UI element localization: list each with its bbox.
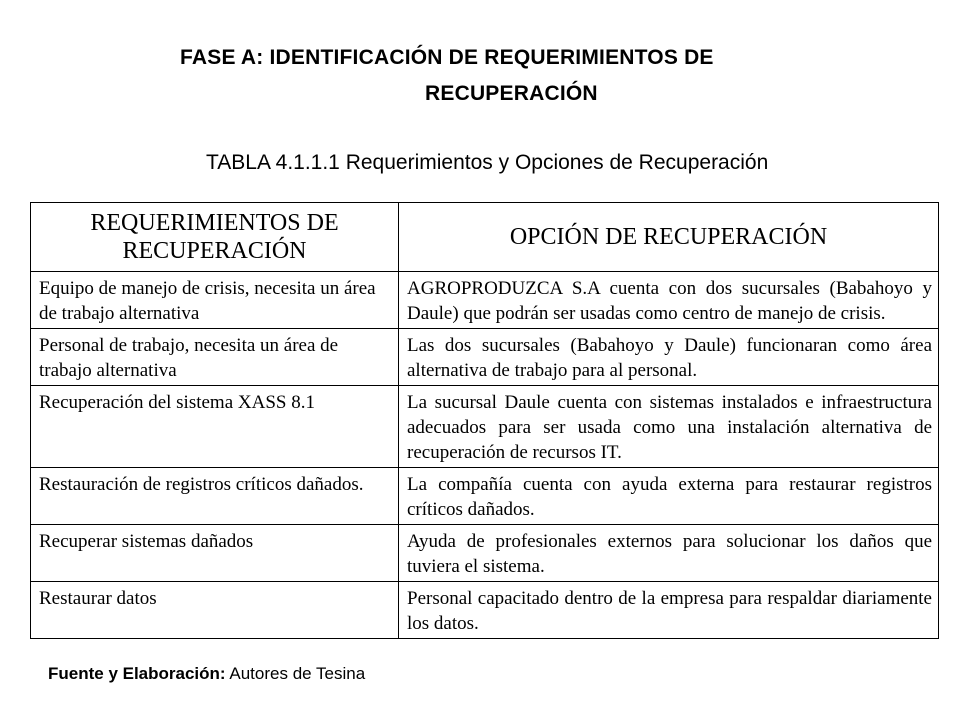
option-cell: Las dos sucursales (Babahoyo y Daule) funcionaran como área alternativa de trabajo para al personal. — [399, 329, 939, 386]
option-cell: Personal capacitado dentro de la empresa para respaldar diariamente los datos. — [399, 582, 939, 639]
source-value: Autores de Tesina — [229, 664, 366, 683]
slide-title-line-2: RECUPERACIÓN — [425, 82, 598, 105]
table-row — [31, 525, 939, 582]
requirement-cell: Restaurar datos — [31, 582, 399, 639]
table-row — [31, 582, 939, 639]
slide-title-line-1: FASE A: IDENTIFICACIÓN DE REQUERIMIENTOS DE — [180, 46, 714, 69]
option-cell: Ayuda de profesionales externos para solucionar los daños que tuviera el sistema. — [399, 525, 939, 582]
column-header-option: OPCIÓN DE RECUPERACIÓN — [399, 203, 939, 272]
source-label: Fuente y Elaboración: — [48, 664, 226, 683]
option-cell: La sucursal Daule cuenta con sistemas instalados e infraestructura adecuados para ser usada como una instalación alternativa de recuperación de recursos IT. — [399, 386, 939, 468]
requirement-cell: Recuperar sistemas dañados — [31, 525, 399, 582]
table-caption: TABLA 4.1.1.1 Requerimientos y Opciones de Recuperación — [206, 151, 769, 174]
table-row — [31, 386, 939, 468]
option-cell: La compañía cuenta con ayuda externa para restaurar registros críticos dañados. — [399, 468, 939, 525]
requirement-cell: Restauración de registros críticos dañados. — [31, 468, 399, 525]
recovery-requirements-table — [30, 202, 939, 639]
table-row — [31, 329, 939, 386]
table-header-row — [31, 203, 939, 272]
requirement-cell: Equipo de manejo de crisis, necesita un área de trabajo alternativa — [31, 272, 399, 329]
option-cell: AGROPRODUZCA S.A cuenta con dos sucursales (Babahoyo y Daule) que podrán ser usadas como centro de manejo de crisis. — [399, 272, 939, 329]
requirement-cell: Recuperación del sistema XASS 8.1 — [31, 386, 399, 468]
column-header-requirements: REQUERIMIENTOS DE RECUPERACIÓN — [31, 203, 399, 272]
source-note — [48, 664, 365, 684]
table-row — [31, 272, 939, 329]
table-row — [31, 468, 939, 525]
requirement-cell: Personal de trabajo, necesita un área de trabajo alternativa — [31, 329, 399, 386]
